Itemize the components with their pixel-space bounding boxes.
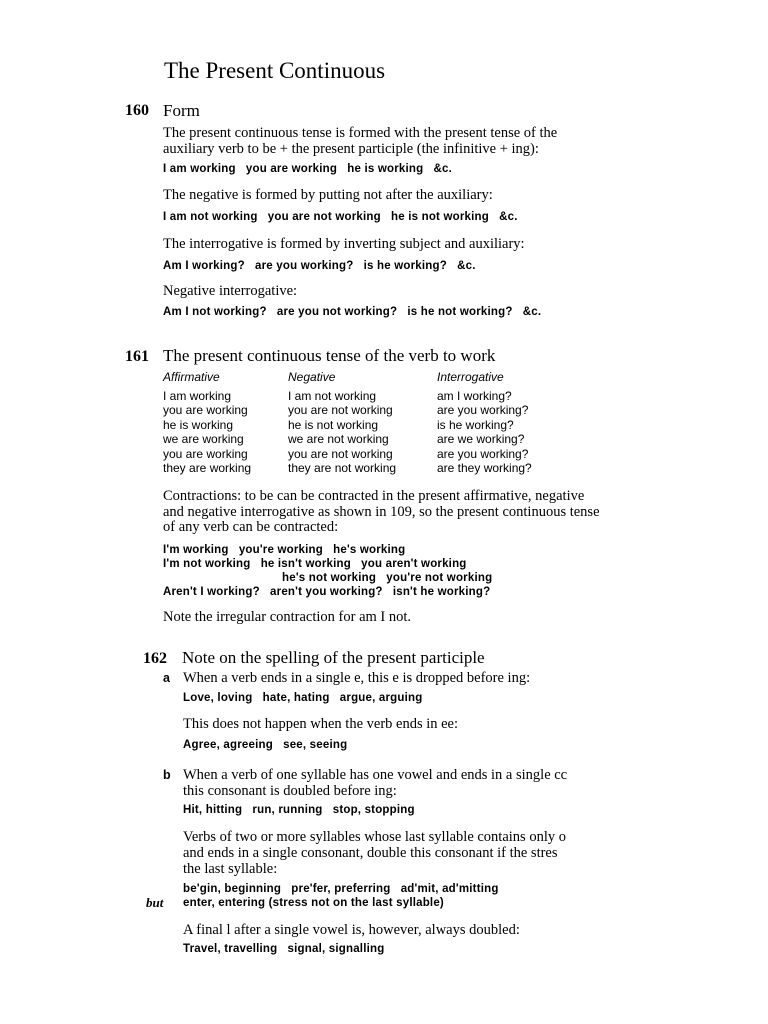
item-b-line-2: this consonant is doubled before ing: bbox=[183, 783, 397, 799]
section-160-neg-interrogative-note: Negative interrogative: bbox=[163, 283, 298, 299]
negative-row: he is not working bbox=[288, 417, 379, 432]
section-160-negative-note: The negative is formed by putting not after the auxiliary: bbox=[163, 187, 493, 203]
contractions-example-1: I'm working you're working he's working bbox=[163, 544, 406, 556]
section-160-example-4: Am I not working? are you not working? is he not working? &c. bbox=[163, 306, 542, 318]
interrogative-row: are we working? bbox=[437, 432, 525, 447]
affirmative-row: you are working bbox=[163, 446, 248, 461]
final-l-example: Travel, travelling signal, signalling bbox=[183, 943, 385, 955]
item-b-line-1: When a verb of one syllable has one vowel and ends in a single cc bbox=[183, 767, 568, 783]
contractions-line-2: and negative interrogative as shown in 109, so the present continuous tense bbox=[163, 504, 600, 520]
affirmative-row: you are working bbox=[163, 403, 248, 418]
item-b-label: b bbox=[163, 768, 171, 782]
affirmative-column bbox=[163, 389, 251, 475]
but-label: but bbox=[146, 895, 164, 910]
contractions-line-3: of any verb can be contracted: bbox=[163, 519, 339, 535]
section-160-para-line-2: auxiliary verb to be + the present participle (the infinitive + ing): bbox=[163, 141, 539, 157]
item-b-example-2: be'gin, beginning pre'fer, preferring ad'mit, ad'mitting bbox=[183, 883, 499, 895]
item-a-label: a bbox=[163, 671, 170, 685]
irregular-contraction-note: Note the irregular contraction for am I not. bbox=[163, 609, 412, 625]
section-162-heading: Note on the spelling of the present participle bbox=[182, 648, 485, 667]
section-161-heading: The present continuous tense of the verb to work bbox=[163, 346, 496, 365]
contractions-line-1: Contractions: to be can be contracted in the present affirmative, negative bbox=[163, 488, 585, 504]
column-header-negative: Negative bbox=[288, 370, 336, 384]
item-b-example-3: enter, entering (stress not on the last syllable) bbox=[183, 897, 444, 909]
section-160-example-3: Am I working? are you working? is he working? &c. bbox=[163, 260, 476, 272]
item-a-example: Love, loving hate, hating argue, arguing bbox=[183, 692, 423, 704]
column-header-affirmative: Affirmative bbox=[163, 370, 220, 384]
contractions-example-2: I'm not working he isn't working you aren't working bbox=[163, 558, 467, 570]
section-160-number: 160 bbox=[125, 102, 149, 119]
section-160-para-line-1: The present continuous tense is formed with the present tense of the bbox=[163, 125, 558, 141]
item-b-para-line-3: the last syllable: bbox=[183, 861, 278, 877]
page-title: The Present Continuous bbox=[164, 58, 386, 83]
affirmative-row: we are working bbox=[163, 432, 244, 447]
item-a-text: When a verb ends in a single e, this e is dropped before ing: bbox=[183, 670, 531, 686]
item-b-para-line-1: Verbs of two or more syllables whose last syllable contains only o bbox=[183, 829, 566, 845]
section-161-number: 161 bbox=[125, 348, 149, 365]
interrogative-column bbox=[437, 389, 532, 475]
contractions-example-3: he's not working you're not working bbox=[282, 572, 493, 584]
contractions-example-4: Aren't I working? aren't you working? isn't he working? bbox=[163, 586, 491, 598]
affirmative-row: he is working bbox=[163, 417, 234, 432]
negative-column bbox=[288, 389, 396, 475]
negative-row: we are not working bbox=[288, 432, 389, 447]
interrogative-row: are you working? bbox=[437, 446, 529, 461]
item-b-para-line-2: and ends in a single consonant, double this consonant if the stres bbox=[183, 845, 558, 861]
section-160-example-1: I am working you are working he is working &c. bbox=[163, 163, 453, 175]
section-160-heading: Form bbox=[163, 101, 200, 120]
section-160-example-2: I am not working you are not working he is not working &c. bbox=[163, 211, 518, 223]
column-header-interrogative: Interrogative bbox=[437, 370, 504, 384]
affirmative-row: they are working bbox=[163, 461, 252, 476]
affirmative-row: I am working bbox=[163, 389, 232, 403]
interrogative-row: are they working? bbox=[437, 461, 532, 476]
section-160-interrogative-note: The interrogative is formed by inverting subject and auxiliary: bbox=[163, 236, 525, 252]
negative-row: they are not working bbox=[288, 461, 397, 476]
item-b-example: Hit, hitting run, running stop, stopping bbox=[183, 804, 415, 816]
negative-row: I am not working bbox=[288, 389, 377, 403]
interrogative-row: am I working? bbox=[437, 389, 512, 403]
section-162-number: 162 bbox=[143, 650, 167, 667]
interrogative-row: are you working? bbox=[437, 403, 529, 418]
negative-row: you are not working bbox=[288, 446, 393, 461]
negative-row: you are not working bbox=[288, 403, 393, 418]
item-a-note: This does not happen when the verb ends in ee: bbox=[183, 716, 459, 732]
final-l-note: A final l after a single vowel is, however, always doubled: bbox=[183, 922, 520, 938]
interrogative-row: is he working? bbox=[437, 417, 514, 432]
item-a-example-2: Agree, agreeing see, seeing bbox=[183, 739, 348, 751]
